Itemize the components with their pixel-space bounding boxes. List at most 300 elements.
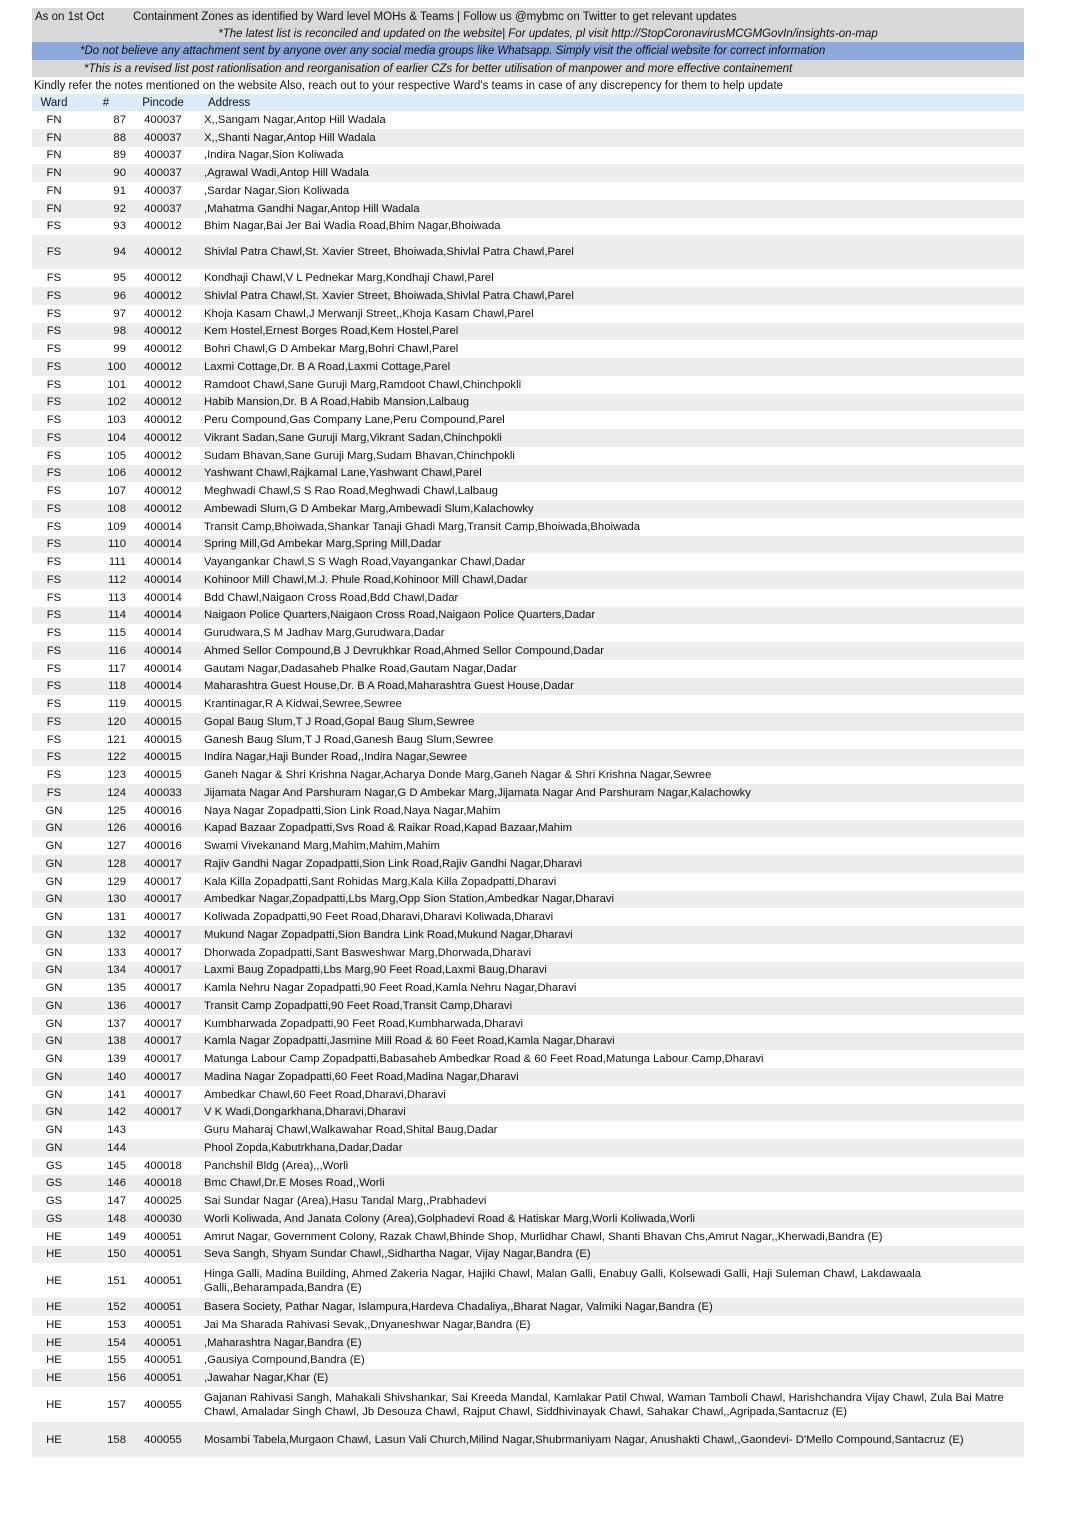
number-cell: 95 — [113, 272, 126, 285]
number-cell: 111 — [108, 556, 126, 569]
number-cell: 116 — [107, 644, 126, 657]
number-cell: 88 — [113, 131, 126, 144]
pincode-cell: 400012 — [144, 307, 182, 320]
address-cell: Rajiv Gandhi Nagar Zopadpatti,Sion Link Road,Rajiv Gandhi Nagar,Dharavi — [204, 857, 583, 870]
table-row — [32, 129, 1024, 147]
table-row — [32, 358, 1024, 376]
ward-cell: FN — [46, 167, 62, 180]
pincode-cell: 400018 — [144, 1159, 182, 1172]
ward-cell: FS — [46, 467, 62, 480]
pincode-cell: 400014 — [144, 556, 182, 569]
pincode-cell: 400012 — [144, 360, 182, 373]
address-cell: Ganeh Nagar & Shri Krishna Nagar,Acharya Donde Marg,Ganeh Nagar & Shri Krishna Nagar,Sewree — [204, 769, 712, 782]
table-row — [32, 536, 1024, 554]
pincode-cell: 400012 — [144, 485, 182, 498]
ward-cell: GS — [45, 1195, 63, 1208]
table-row — [32, 820, 1024, 838]
address-cell: Ambedkar Nagar,Zopadpatti,Lbs Marg,Opp Sion Station,Ambedkar Nagar,Dharavi — [204, 893, 615, 906]
table-row — [32, 1175, 1024, 1193]
table-row — [32, 979, 1024, 997]
number-cell: 102 — [107, 396, 126, 409]
address-cell: Dhorwada Zopadpatti,Sant Basweshwar Marg,Dhorwada,Dharavi — [204, 946, 532, 959]
number-cell: 131 — [107, 911, 126, 924]
pincode-cell: 400017 — [144, 946, 182, 959]
number-cell: 140 — [107, 1070, 126, 1083]
address-cell: Peru Compound,Gas Company Lane,Peru Compound,Parel — [204, 414, 505, 427]
number-cell: 154 — [107, 1336, 126, 1349]
address-cell: Ramdoot Chawl,Sane Guruji Marg,Ramdoot Chawl,Chinchpokli — [204, 378, 522, 391]
address-cell: ,Mahatma Gandhi Nagar,Antop Hill Wadala — [204, 202, 420, 215]
ward-cell: GN — [45, 1053, 63, 1066]
ward-cell: FS — [46, 698, 62, 711]
table-row — [32, 1139, 1024, 1157]
ward-cell: GS — [45, 1177, 63, 1190]
table-row — [32, 1192, 1024, 1210]
pincode-cell: 400012 — [144, 325, 182, 338]
table-row — [32, 1298, 1024, 1316]
table-row — [32, 323, 1024, 341]
address-cell: ,Indira Nagar,Sion Koliwada — [204, 149, 344, 162]
pincode-cell: 400051 — [144, 1372, 182, 1385]
pincode-cell: 400012 — [144, 414, 182, 427]
address-cell: Sudam Bhavan,Sane Guruji Marg,Sudam Bhavan,Chinchpokli — [204, 449, 515, 462]
address-cell: Yashwant Chawl,Rajkamal Lane,Yashwant Chawl,Parel — [204, 467, 482, 480]
pincode-cell: 400017 — [144, 964, 182, 977]
table-row — [32, 802, 1024, 820]
pincode-cell: 400017 — [144, 1035, 182, 1048]
number-cell: 151 — [107, 1274, 126, 1287]
address-cell: Koliwada Zopadpatti,90 Feet Road,Dharavi,Dharavi Koliwada,Dharavi — [204, 911, 554, 924]
pincode-cell: 400037 — [144, 202, 182, 215]
pincode-cell: 400037 — [144, 149, 182, 162]
ward-cell: FN — [46, 113, 62, 126]
pincode-cell: 400012 — [144, 246, 182, 259]
table-row — [32, 642, 1024, 660]
number-cell: 148 — [107, 1212, 126, 1225]
ward-cell: FS — [46, 485, 62, 498]
pincode-cell: 400037 — [144, 131, 182, 144]
address-cell: Kumbharwada Zopadpatti,90 Feet Road,Kumbharwada,Dharavi — [204, 1017, 524, 1030]
pincode-cell: 400012 — [144, 467, 182, 480]
table-row — [32, 182, 1024, 200]
ward-cell: HE — [46, 1433, 62, 1446]
address-cell: Laxmi Baug Zopadpatti,Lbs Marg,90 Feet Road,Laxmi Baug,Dharavi — [204, 964, 547, 977]
address-cell: Bohri Chawl,G D Ambekar Marg,Bohri Chawl,Parel — [204, 343, 459, 356]
pincode-cell: 400017 — [144, 875, 182, 888]
ward-cell: FS — [46, 591, 62, 604]
number-cell: 128 — [107, 857, 126, 870]
table-row — [32, 340, 1024, 358]
address-cell: Transit Camp Zopadpatti,90 Feet Road,Transit Camp,Dharavi — [204, 999, 513, 1012]
pincode-cell: 400014 — [144, 520, 182, 533]
ward-cell: FS — [46, 733, 62, 746]
pincode-cell: 400014 — [144, 609, 182, 622]
ward-cell: GN — [45, 822, 63, 835]
address-cell: Habib Mansion,Dr. B A Road,Habib Mansion,Lalbaug — [204, 396, 470, 409]
pincode-cell: 400017 — [144, 1106, 182, 1119]
number-cell: 158 — [107, 1433, 126, 1446]
ward-cell: GN — [45, 1124, 63, 1137]
pincode-cell: 400016 — [144, 840, 182, 853]
revised-list-note: *This is a revised list post rationlisation and reorganisation of earlier CZs for better utilisation of manpower and more effective containement — [32, 60, 1024, 77]
table-row — [32, 287, 1024, 305]
ward-cell: FS — [46, 751, 62, 764]
number-cell: 108 — [107, 502, 126, 515]
number-cell: 110 — [107, 538, 126, 551]
address-cell: Shivlal Patra Chawl,St. Xavier Street, Bhoiwada,Shivlal Patra Chawl,Parel — [204, 246, 574, 259]
address-cell: Hinga Galli, Madina Building, Ahmed Zakeria Nagar, Hajiki Chawl, Malan Galli, Enabuy Galli, Kolsewadi Galli, Haji Suleman Chawl, Lakdawaala Galli,,Beharampada,Bandra (E) — [204, 1267, 922, 1294]
pincode-cell: 400014 — [144, 680, 182, 693]
number-cell: 115 — [107, 627, 126, 640]
pincode-cell: 400014 — [144, 591, 182, 604]
number-cell: 106 — [107, 467, 126, 480]
zone-table-body — [32, 111, 1024, 1457]
number-cell: 129 — [107, 875, 126, 888]
column-header-pincode: Pincode — [142, 96, 184, 109]
table-row — [32, 164, 1024, 182]
pincode-cell: 400014 — [144, 573, 182, 586]
table-row — [32, 218, 1024, 236]
table-row — [32, 837, 1024, 855]
table-row — [32, 1387, 1024, 1422]
ward-cell: GN — [45, 840, 63, 853]
table-row — [32, 465, 1024, 483]
ward-cell: FS — [46, 220, 62, 233]
table-row — [32, 962, 1024, 980]
kindly-refer-note: Kindly refer the notes mentioned on the website Also, reach out to your respective Ward's teams in case of any discrepency for them to help update — [32, 77, 1024, 94]
table-row — [32, 926, 1024, 944]
number-cell: 141 — [107, 1088, 126, 1101]
pincode-cell: 400012 — [144, 502, 182, 515]
table-row — [32, 1246, 1024, 1264]
pincode-cell: 400012 — [144, 289, 182, 302]
number-cell: 156 — [107, 1372, 126, 1385]
number-cell: 122 — [107, 751, 126, 764]
pincode-cell: 400051 — [144, 1230, 182, 1243]
address-cell: Krantinagar,R A Kidwai,Sewree,Sewree — [204, 698, 402, 711]
ward-cell: FS — [46, 680, 62, 693]
address-cell: Madina Nagar Zopadpatti,60 Feet Road,Madina Nagar,Dharavi — [204, 1070, 519, 1083]
table-row — [32, 1369, 1024, 1387]
number-cell: 98 — [113, 325, 126, 338]
number-cell: 138 — [107, 1035, 126, 1048]
pincode-cell: 400055 — [144, 1433, 182, 1446]
ward-cell: FS — [46, 769, 62, 782]
number-cell: 91 — [113, 184, 126, 197]
address-cell: Gajanan Rahivasi Sangh, Mahakali Shivshankar, Sai Kreeda Mandal, Kamlakar Patil Chwal, Waman Tamboli Chawl, Harishchandra Vijay Chawl, Zula Bai Matre Chawl, Amaladar Singh Chawl, Jb Desouza Chawl, Rajput Chawl, Siddhivinayak Chawl, Sahakar Chawl,,Agripada,Santacruz (E) — [204, 1391, 1004, 1418]
number-cell: 150 — [107, 1248, 126, 1261]
ward-cell: HE — [46, 1336, 62, 1349]
ward-cell: FS — [46, 396, 62, 409]
address-cell: Bhim Nagar,Bai Jer Bai Wadia Road,Bhim Nagar,Bhoiwada — [204, 220, 501, 233]
address-cell: Meghwadi Chawl,S S Rao Road,Meghwadi Chawl,Lalbaug — [204, 485, 498, 498]
ward-cell: FS — [46, 662, 62, 675]
pincode-cell: 400017 — [144, 857, 182, 870]
table-row — [32, 482, 1024, 500]
number-cell: 103 — [107, 414, 126, 427]
number-cell: 104 — [107, 431, 126, 444]
ward-cell: FS — [46, 715, 62, 728]
ward-cell: HE — [46, 1372, 62, 1385]
ward-cell: FS — [46, 644, 62, 657]
address-cell: Ambedkar Chawl,60 Feet Road,Dharavi,Dharavi — [204, 1088, 446, 1101]
pincode-cell: 400018 — [144, 1177, 182, 1190]
ward-cell: HE — [46, 1354, 62, 1367]
address-cell: Kamla Nagar Zopadpatti,Jasmine Mill Road & 60 Feet Road,Kamla Nagar,Dharavi — [204, 1035, 615, 1048]
table-row — [32, 518, 1024, 536]
number-cell: 130 — [107, 893, 126, 906]
number-cell: 157 — [107, 1398, 126, 1411]
table-row — [32, 784, 1024, 802]
ward-cell: GN — [45, 804, 63, 817]
number-cell: 97 — [113, 307, 126, 320]
pincode-cell: 400037 — [144, 167, 182, 180]
ward-cell: GN — [45, 928, 63, 941]
number-cell: 119 — [107, 698, 126, 711]
table-row — [32, 1068, 1024, 1086]
ward-cell: FS — [46, 272, 62, 285]
table-row — [32, 394, 1024, 412]
ward-cell: GN — [45, 1017, 63, 1030]
column-header-number: # — [102, 96, 110, 109]
ward-cell: FN — [46, 202, 62, 215]
ward-cell: GN — [45, 893, 63, 906]
table-row — [32, 1104, 1024, 1122]
ward-cell: FS — [46, 786, 62, 799]
pincode-cell: 400015 — [144, 733, 182, 746]
number-cell: 109 — [107, 520, 126, 533]
number-cell: 127 — [107, 840, 126, 853]
table-row — [32, 553, 1024, 571]
address-cell: Khoja Kasam Chawl,J Merwanji Street,,Khoja Kasam Chawl,Parel — [204, 307, 534, 320]
number-cell: 120 — [107, 715, 126, 728]
table-row — [32, 1422, 1024, 1457]
number-cell: 123 — [107, 769, 126, 782]
ward-cell: FS — [46, 360, 62, 373]
pincode-cell: 400051 — [144, 1354, 182, 1367]
ward-cell: HE — [46, 1318, 62, 1331]
address-cell: Bdd Chawl,Naigaon Cross Road,Bdd Chawl,Dadar — [204, 591, 459, 604]
address-cell: Amrut Nagar, Government Colony, Razak Chawl,Bhinde Shop, Murlidhar Chawl, Shanti Bhavan Chs,Amrut Nagar,,Kherwadi,Bandra (E) — [204, 1230, 883, 1243]
number-cell: 149 — [107, 1230, 126, 1243]
address-cell: Ganesh Baug Slum,T J Road,Ganesh Baug Slum,Sewree — [204, 733, 494, 746]
address-cell: Naigaon Police Quarters,Naigaon Cross Road,Naigaon Police Quarters,Dadar — [204, 609, 596, 622]
number-cell: 90 — [113, 167, 126, 180]
pincode-cell: 400012 — [144, 431, 182, 444]
pincode-cell: 400051 — [144, 1248, 182, 1261]
ward-cell: FS — [46, 556, 62, 569]
ward-cell: GS — [45, 1212, 63, 1225]
number-cell: 144 — [107, 1141, 126, 1154]
address-cell: Jai Ma Sharada Rahivasi Sevak,,Dnyaneshwar Nagar,Bandra (E) — [204, 1318, 531, 1331]
pincode-cell: 400037 — [144, 113, 182, 126]
table-row — [32, 500, 1024, 518]
ward-cell: GN — [45, 1070, 63, 1083]
table-row — [32, 731, 1024, 749]
pincode-cell: 400014 — [144, 627, 182, 640]
address-cell: Transit Camp,Bhoiwada,Shankar Tanaji Ghadi Marg,Transit Camp,Bhoiwada,Bhoiwada — [204, 520, 640, 533]
number-cell: 107 — [107, 485, 126, 498]
pincode-cell: 400051 — [144, 1318, 182, 1331]
table-row — [32, 429, 1024, 447]
column-header-address: Address — [208, 96, 251, 109]
pincode-cell: 400037 — [144, 184, 182, 197]
address-cell: Basera Society, Pathar Nagar, Islampura,Hardeva Chadaliya,,Bharat Nagar, Valmiki Nagar,Bandra (E) — [204, 1301, 713, 1314]
ward-cell: HE — [46, 1301, 62, 1314]
table-row — [32, 624, 1024, 642]
address-cell: V K Wadi,Dongarkhana,Dharavi,Dharavi — [204, 1106, 406, 1119]
table-row — [32, 908, 1024, 926]
table-row — [32, 997, 1024, 1015]
number-cell: 100 — [107, 360, 126, 373]
number-cell: 99 — [113, 343, 126, 356]
pincode-cell: 400017 — [144, 893, 182, 906]
pincode-cell: 400015 — [144, 751, 182, 764]
table-row — [32, 766, 1024, 784]
table-row — [32, 1316, 1024, 1334]
pincode-cell: 400012 — [144, 378, 182, 391]
containment-zone-sheet — [32, 8, 1024, 1457]
address-cell: Guru Maharaj Chawl,Walkawahar Road,Shital Baug,Dadar — [204, 1124, 498, 1137]
number-cell: 155 — [107, 1354, 126, 1367]
number-cell: 96 — [113, 289, 126, 302]
pincode-cell: 400033 — [144, 786, 182, 799]
number-cell: 139 — [107, 1053, 126, 1066]
address-cell: Kondhaji Chawl,V L Pednekar Marg,Kondhaji Chawl,Parel — [204, 272, 494, 285]
ward-cell: HE — [46, 1230, 62, 1243]
address-cell: Mosambi Tabela,Murgaon Chawl, Lasun Vali Church,Milind Nagar,Shubrmaniyam Nagar, Anushakti Chawl,,Gaondevi- D'Mello Compound,Santacruz (E) — [204, 1433, 964, 1446]
address-cell: Kala Killa Zopadpatti,Sant Rohidas Marg,Kala Killa Zopadpatti,Dharavi — [204, 875, 557, 888]
ward-cell: FS — [46, 520, 62, 533]
number-cell: 143 — [107, 1124, 126, 1137]
pincode-cell: 400012 — [144, 272, 182, 285]
pincode-cell: 400012 — [144, 343, 182, 356]
number-cell: 117 — [107, 662, 126, 675]
address-cell: Kem Hostel,Ernest Borges Road,Kem Hostel,Parel — [204, 325, 459, 338]
address-cell: Spring Mill,Gd Ambekar Marg,Spring Mill,Dadar — [204, 538, 442, 551]
table-row — [32, 660, 1024, 678]
ward-cell: FS — [46, 538, 62, 551]
ward-cell: HE — [46, 1248, 62, 1261]
address-cell: Vikrant Sadan,Sane Guruji Marg,Vikrant Sadan,Chinchpokli — [204, 431, 502, 444]
ward-cell: FS — [46, 431, 62, 444]
address-cell: Phool Zopda,Kabutrkhana,Dadar,Dadar — [204, 1141, 403, 1154]
number-cell: 145 — [107, 1159, 126, 1172]
address-cell: X,,Shanti Nagar,Antop Hill Wadala — [204, 131, 376, 144]
address-cell: Mukund Nagar Zopadpatti,Sion Bandra Link Road,Mukund Nagar,Dharavi — [204, 928, 573, 941]
table-row — [32, 678, 1024, 696]
number-cell: 142 — [107, 1106, 126, 1119]
ward-cell: GN — [45, 999, 63, 1012]
number-cell: 153 — [107, 1318, 126, 1331]
as-on-date: As on 1st Oct — [35, 10, 105, 23]
table-row — [32, 376, 1024, 394]
pincode-cell: 400030 — [144, 1212, 182, 1225]
address-cell: Matunga Labour Camp Zopadpatti,Babasaheb Ambedkar Road & 60 Feet Road,Matunga Labour Camp,Dharavi — [204, 1053, 764, 1066]
number-cell: 114 — [107, 609, 126, 622]
address-cell: Vayangankar Chawl,S S Wagh Road,Vayangankar Chawl,Dadar — [204, 556, 526, 569]
ward-cell: FN — [46, 184, 62, 197]
ward-cell: HE — [46, 1398, 62, 1411]
address-cell: Kapad Bazaar Zopadpatti,Svs Road & Raikar Road,Kapad Bazaar,Mahim — [204, 822, 572, 835]
number-cell: 87 — [113, 113, 126, 126]
table-row — [32, 147, 1024, 165]
address-cell: Sai Sundar Nagar (Area),Hasu Tandal Marg,,Prabhadevi — [204, 1195, 487, 1208]
ward-cell: HE — [46, 1274, 62, 1287]
pincode-cell: 400014 — [144, 644, 182, 657]
number-cell: 126 — [107, 822, 126, 835]
table-row — [32, 200, 1024, 218]
table-row — [32, 305, 1024, 323]
pincode-cell: 400015 — [144, 715, 182, 728]
table-row — [32, 1033, 1024, 1051]
table-row — [32, 411, 1024, 429]
pincode-cell: 400015 — [144, 698, 182, 711]
ward-cell: FS — [46, 289, 62, 302]
table-row — [32, 589, 1024, 607]
number-cell: 146 — [107, 1177, 126, 1190]
table-row — [32, 1334, 1024, 1352]
ward-cell: FN — [46, 131, 62, 144]
number-cell: 133 — [107, 946, 126, 959]
table-row — [32, 1228, 1024, 1246]
address-cell: Bmc Chawl,Dr.E Moses Road,,Worli — [204, 1177, 385, 1190]
sheet-title: Containment Zones as identified by Ward level MOHs & Teams | Follow us @mybmc on Twitter to get relevant updates — [133, 10, 737, 23]
address-cell: ,Agrawal Wadi,Antop Hill Wadala — [204, 167, 369, 180]
table-row — [32, 944, 1024, 962]
ward-cell: GN — [45, 875, 63, 888]
number-cell: 134 — [107, 964, 126, 977]
address-cell: Kamla Nehru Nagar Zopadpatti,90 Feet Road,Kamla Nehru Nagar,Dharavi — [204, 982, 577, 995]
number-cell: 152 — [107, 1301, 126, 1314]
address-cell: Seva Sangh, Shyam Sundar Chawl,,Sidhartha Nagar, Vijay Nagar,Bandra (E) — [204, 1248, 591, 1261]
address-cell: ,Sardar Nagar,Sion Koliwada — [204, 184, 350, 197]
column-header-ward: Ward — [40, 96, 68, 109]
table-row — [32, 695, 1024, 713]
address-cell: Swami Vivekanand Marg,Mahim,Mahim,Mahim — [204, 840, 440, 853]
table-row — [32, 1086, 1024, 1104]
address-cell: Gautam Nagar,Dadasaheb Phalke Road,Gautam Nagar,Dadar — [204, 662, 517, 675]
table-row — [32, 1210, 1024, 1228]
number-cell: 93 — [113, 220, 126, 233]
column-header-row — [32, 94, 1024, 111]
number-cell: 137 — [107, 1017, 126, 1030]
address-cell: Gopal Baug Slum,T J Road,Gopal Baug Slum,Sewree — [204, 715, 475, 728]
pincode-cell: 400016 — [144, 804, 182, 817]
whatsapp-warning: *Do not believe any attachment sent by anyone over any social media groups like Whatsapp. Simply visit the official website for correct information — [32, 42, 1024, 60]
pincode-cell: 400051 — [144, 1336, 182, 1349]
address-cell: Laxmi Cottage,Dr. B A Road,Laxmi Cottage,Parel — [204, 360, 451, 373]
latest-list-note: *The latest list is reconciled and updated on the website| For updates, pl visit http://StopCoronavirusMCGMGovIn/insights-on-map — [32, 25, 1024, 42]
address-cell: Kohinoor Mill Chawl,M.J. Phule Road,Kohinoor Mill Chawl,Dadar — [204, 573, 528, 586]
pincode-cell: 400017 — [144, 999, 182, 1012]
address-cell: Panchshil Bldg (Area),,,Worli — [204, 1159, 349, 1172]
table-row — [32, 1015, 1024, 1033]
pincode-cell: 400017 — [144, 911, 182, 924]
table-row — [32, 447, 1024, 465]
ward-cell: FS — [46, 609, 62, 622]
number-cell: 112 — [107, 573, 126, 586]
ward-cell: GN — [45, 1141, 63, 1154]
number-cell: 101 — [107, 378, 126, 391]
number-cell: 113 — [107, 591, 126, 604]
address-cell: Ambewadi Slum,G D Ambekar Marg,Ambewadi Slum,Kalachowky — [204, 502, 534, 515]
pincode-cell: 400017 — [144, 1088, 182, 1101]
ward-cell: FS — [46, 325, 62, 338]
table-row — [32, 235, 1024, 269]
ward-cell: FS — [46, 502, 62, 515]
pincode-cell: 400025 — [144, 1195, 182, 1208]
